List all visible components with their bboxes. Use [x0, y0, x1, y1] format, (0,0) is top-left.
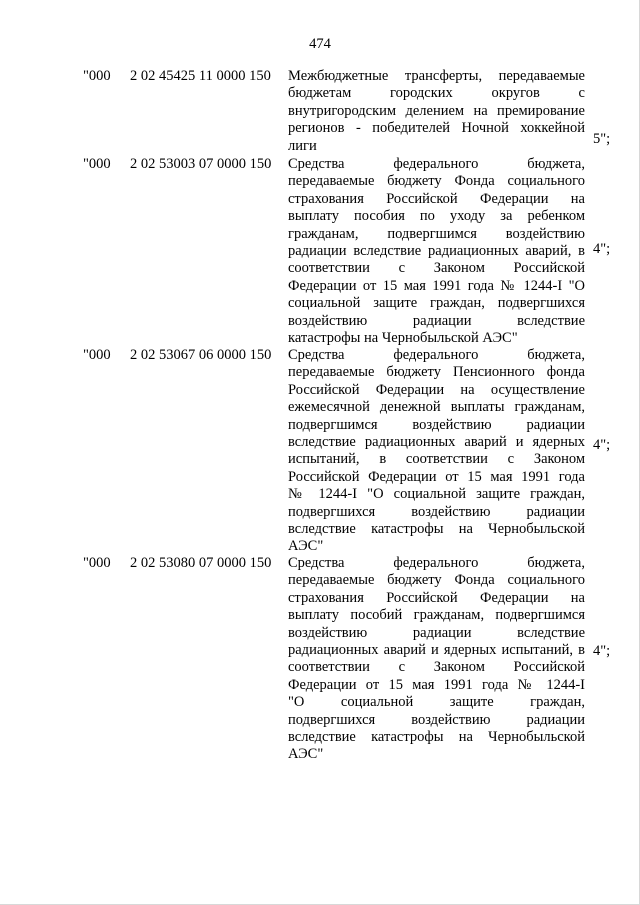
entry-description: [288, 156, 585, 347]
budget-classification-code: 2 02 53003 07 0000 150: [130, 156, 272, 172]
description-line: радиации вследствие радиационных аварий, в: [288, 243, 585, 260]
description-line: Российской Федерации от 15 мая 1991 года: [288, 468, 585, 485]
budget-classification-code: 2 02 53080 07 0000 150: [130, 555, 272, 571]
entry-prefix: "000: [83, 68, 111, 84]
description-line: регионов - победителей Ночной хоккейной: [288, 120, 585, 137]
budget-classification-code: 2 02 45425 11 0000 150: [130, 68, 271, 84]
entry-description: [288, 347, 585, 556]
budget-classification-code: 2 02 53067 06 0000 150: [130, 347, 272, 363]
description-line: вследствие катастрофы на Чернобыльской: [288, 729, 585, 746]
description-line: внутригородским делением на премирование: [288, 102, 585, 119]
description-line: Средства федерального бюджета,: [288, 555, 585, 571]
entry-suffix: 5";: [593, 131, 611, 147]
description-line: радиационных аварий и ядерных испытаний, в: [288, 642, 585, 659]
description-line: социальной защите граждан, подвергшихся: [288, 295, 585, 312]
description-line: бюджетам городских округов с: [288, 85, 585, 102]
entry-suffix: 4";: [593, 241, 611, 257]
description-line: испытаний, в соответствии с Законом: [288, 451, 585, 468]
entry-prefix: "000: [83, 555, 111, 571]
description-line: Средства федерального бюджета,: [288, 156, 585, 172]
description-line: подвергшимся воздействию радиации: [288, 416, 585, 433]
entry-suffix: 4";: [593, 643, 611, 659]
description-line: подвергшихся воздействию радиации: [288, 503, 585, 520]
description-line: АЭС": [288, 746, 324, 763]
description-line: вследствие радиационных аварий и ядерных: [288, 434, 585, 451]
description-line: передаваемые бюджету Фонда социального: [288, 572, 585, 589]
description-line: АЭС": [288, 538, 324, 555]
description-line: "О социальной защите граждан,: [288, 694, 585, 711]
description-line: передаваемые бюджету Фонда социального: [288, 173, 585, 190]
description-line: подвергшихся воздействию радиации: [288, 711, 585, 728]
description-line: страхования Российской Федерации на: [288, 589, 585, 606]
description-line: Федерации от 15 мая 1991 года № 1244-I: [288, 676, 585, 693]
description-line: Средства федерального бюджета,: [288, 347, 585, 363]
description-line: Российской Федерации на осуществление: [288, 381, 585, 398]
entry-prefix: "000: [83, 347, 111, 363]
description-line: вследствие катастрофы на Чернобыльской: [288, 521, 585, 538]
description-line: страхования Российской Федерации на: [288, 190, 585, 207]
description-line: гражданам, подвергшимся воздействию: [288, 225, 585, 242]
description-line: воздействию радиации вследствие: [288, 624, 585, 641]
description-line: лиги: [288, 137, 317, 154]
description-line: соответствии с Законом Российской: [288, 260, 585, 277]
description-line: передаваемые бюджету Пенсионного фонда: [288, 364, 585, 381]
page-number: 474: [309, 36, 331, 52]
description-line: Межбюджетные трансферты, передаваемые: [288, 68, 585, 84]
description-line: ежемесячной денежной выплаты гражданам,: [288, 399, 585, 416]
description-line: катастрофы на Чернобыльской АЭС": [288, 330, 518, 347]
entry-description: [288, 555, 585, 764]
description-line: № 1244-I "О социальной защите граждан,: [288, 486, 585, 503]
description-line: соответствии с Законом Российской: [288, 659, 585, 676]
description-line: Федерации от 15 мая 1991 года № 1244-I "О: [288, 277, 585, 294]
description-line: выплату пособий гражданам, подвергшимся: [288, 607, 585, 624]
entry-suffix: 4";: [593, 437, 611, 453]
entry-description: [288, 68, 585, 155]
description-line: воздействию радиации вследствие: [288, 312, 585, 329]
description-line: выплату пособия по уходу за ребенком: [288, 208, 585, 225]
entry-prefix: "000: [83, 156, 111, 172]
